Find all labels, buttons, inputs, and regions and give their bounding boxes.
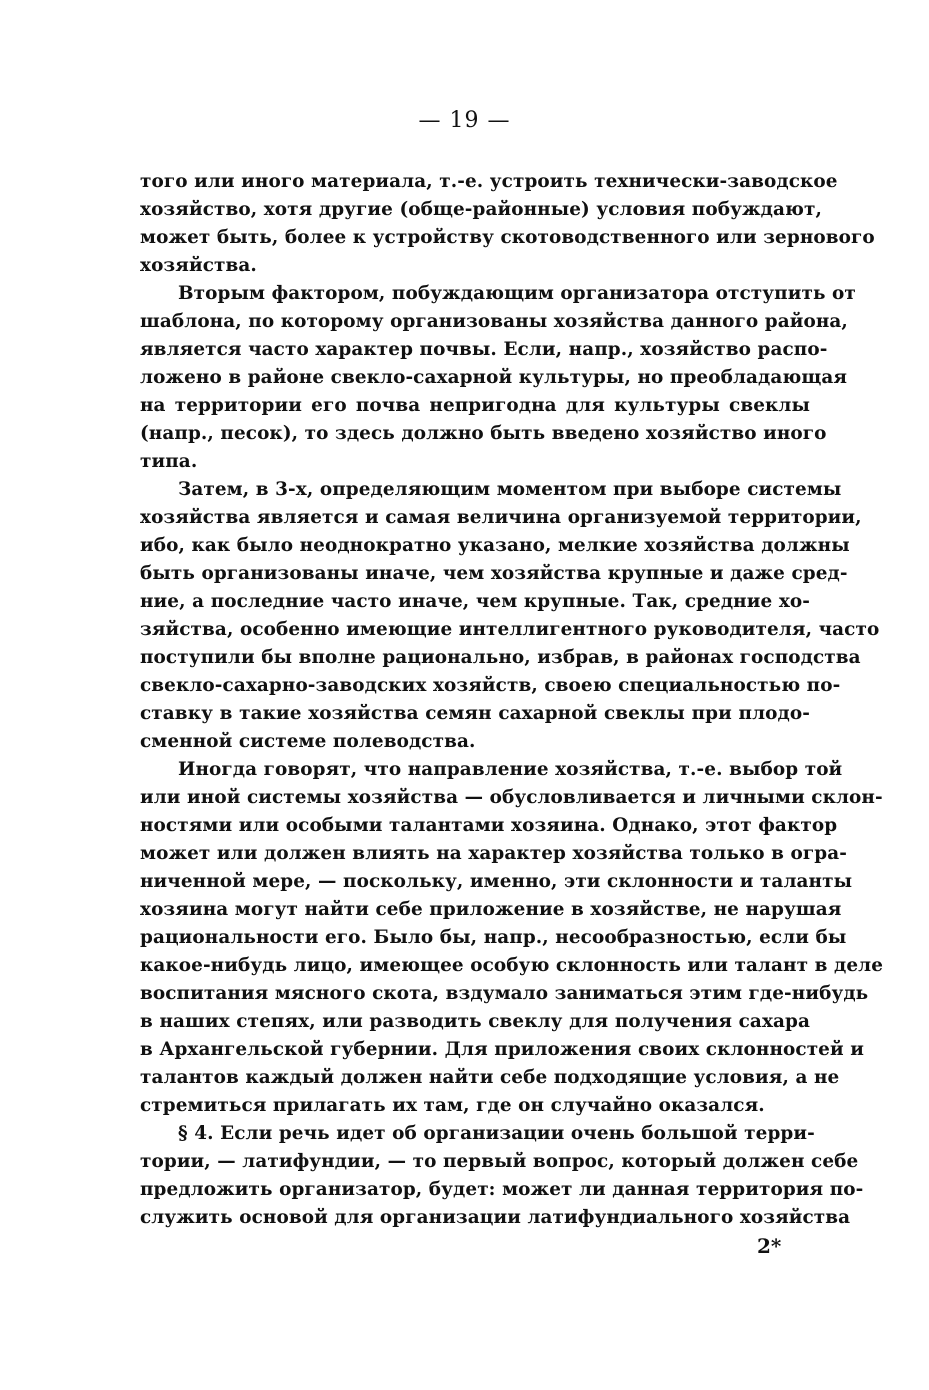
body-text [140,168,884,1232]
text-line: сменной системе полеводства. [140,731,476,752]
page-number: — 19 — [418,108,511,133]
text-line: в Архангельской губернии. Для приложения своих склонностей и [140,1039,864,1060]
paragraph-territory-size [140,476,880,756]
text-line: талантов каждый должен найти себе подходящие условия, а не [140,1067,840,1088]
text-line: служить основой для организации латифундиального хозяйства [140,1207,851,1228]
text-line: хозяйства является и самая величина организуемой территории, [140,507,862,528]
text-line: ниченной мере, — поскольку, именно, эти склонности и таланты [140,871,853,892]
text-line: ностями или особыми талантами хозяина. Однако, этот фактор [140,815,838,836]
text-line: хозяйства. [140,255,257,276]
text-line: тории, — латифундии, — то первый вопрос, который должен себе [140,1151,859,1172]
text-line: Иногда говорят, что направление хозяйства, т.-е. выбор той [178,759,843,780]
text-line: шаблона, по которому организованы хозяйства данного района, [140,311,848,332]
text-line: воспитания мясного скота, вздумало заниматься этим где-нибудь [140,983,869,1004]
text-line: стремиться прилагать их там, где он случайно оказался. [140,1095,765,1116]
text-line: ставку в такие хозяйства семян сахарной свеклы при плодо- [140,703,810,724]
text-line: свекло-сахарно-заводских хозяйств, своею специальностью по- [140,675,841,696]
printer-signature-mark: 2* [757,1234,782,1258]
paragraph-section-4 [140,1120,864,1232]
text-line: того или иного материала, т.-е. устроить технически-заводское [140,171,838,192]
text-line: рациональности его. Было бы, напр., несообразностью, если бы [140,927,847,948]
text-line: является часто характер почвы. Если, напр., хозяйство распо- [140,339,828,360]
text-line: хозяйство, хотя другие (обще-районные) условия побуждают, [140,199,822,220]
text-line: какое-нибудь лицо, имеющее особую склонность или талант в деле [140,955,884,976]
text-line: в наших степях, или разводить свеклу для получения сахара [140,1011,810,1032]
paragraph-owner-talents [140,756,884,1120]
text-line: Затем, в 3-х, определяющим моментом при выборе системы [178,479,842,500]
text-line: на территории его почва непригодна для культуры свеклы [140,395,810,416]
text-line: ибо, как было неоднократно указано, мелкие хозяйства должны [140,535,850,556]
paragraph-soil [140,280,856,476]
paragraph-continuation [140,168,875,280]
text-line: может или должен влиять на характер хозяйства только в огра- [140,843,847,864]
text-line: предложить организатор, будет: может ли данная территория по- [140,1179,864,1200]
text-line: может быть, более к устройству скотоводственного или зернового [140,227,875,248]
text-line: ложено в районе свекло-сахарной культуры, но преобладающая [140,367,848,388]
text-line: хозяина могут найти себе приложение в хозяйстве, не нарушая [140,899,842,920]
text-line: Вторым фактором, побуждающим организатора отступить от [178,283,856,304]
text-line: § 4. Если речь идет об организации очень большой терри- [178,1123,815,1144]
text-line: зяйства, особенно имеющие интеллигентного руководителя, часто [140,619,880,640]
text-line: или иной системы хозяйства — обусловливается и личными склон- [140,787,883,808]
text-line: ние, а последние часто иначе, чем крупные. Так, средние хо- [140,591,810,612]
text-line: типа. [140,451,198,472]
text-line: поступили бы вполне рационально, избрав, в районах господства [140,647,861,668]
text-line: быть организованы иначе, чем хозяйства крупные и даже сред- [140,563,848,584]
text-line: (напр., песок), то здесь должно быть введено хозяйство иного [140,423,827,444]
